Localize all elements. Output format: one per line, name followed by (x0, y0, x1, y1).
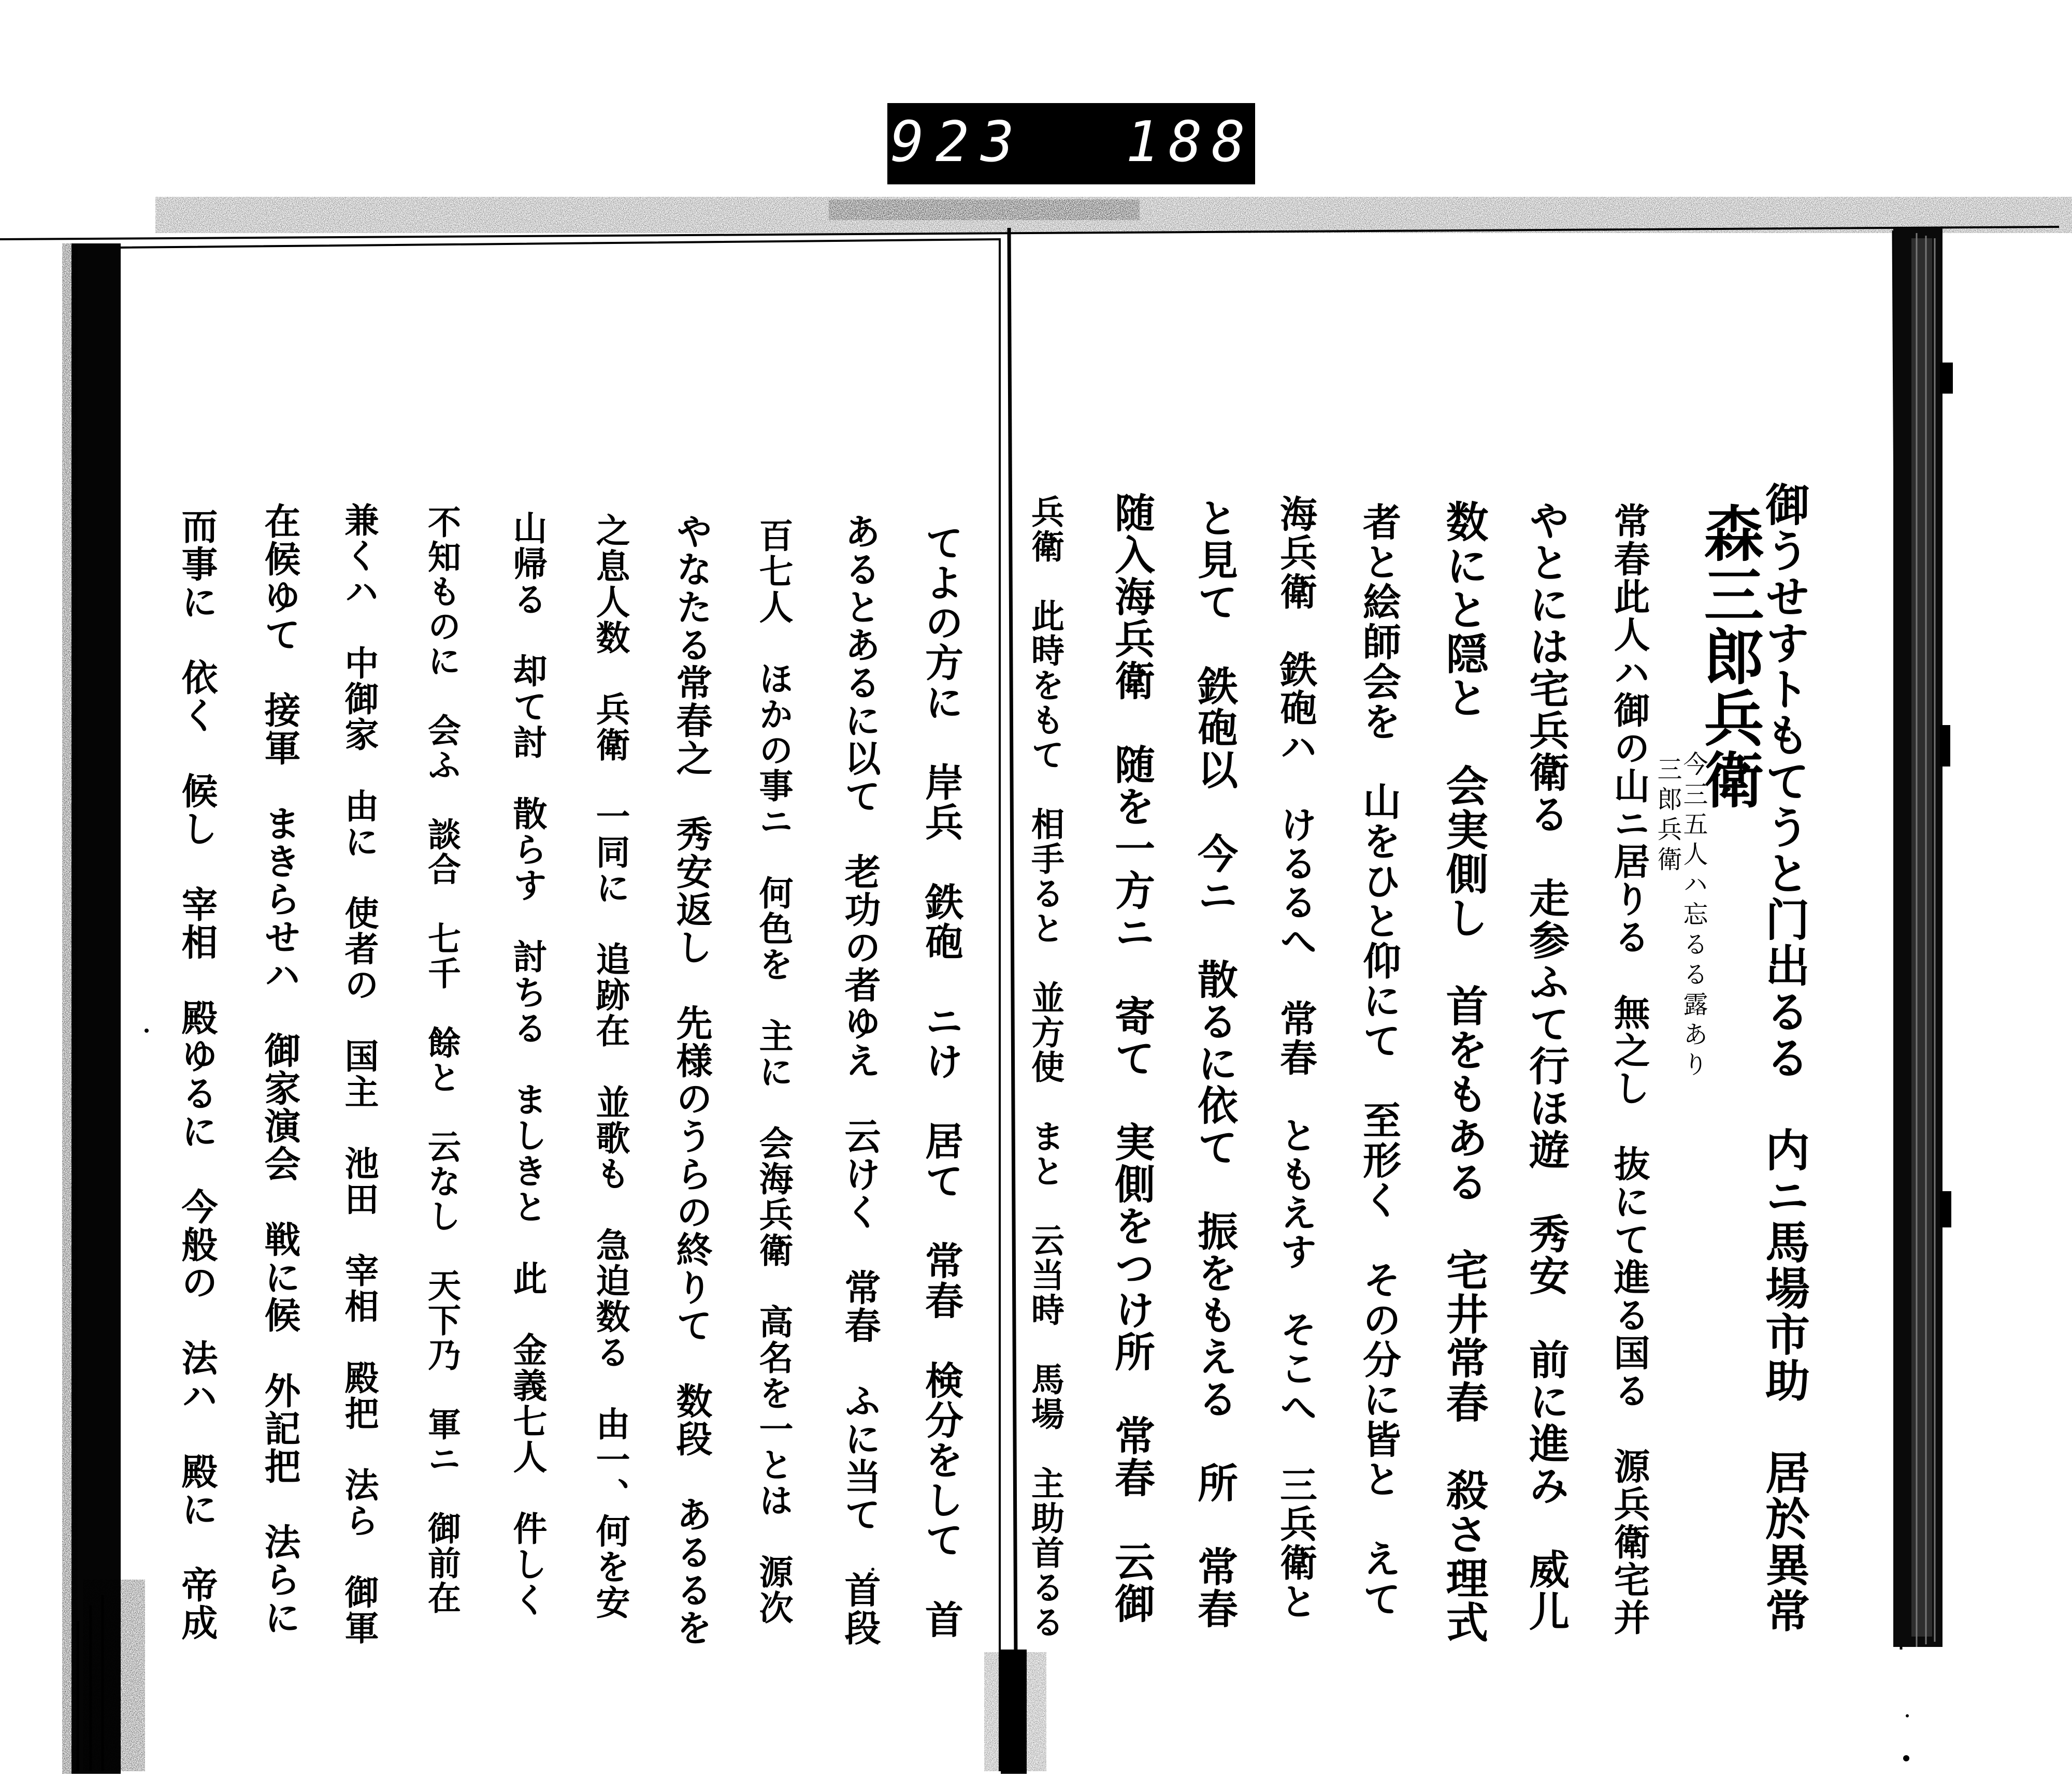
volume-number: 923 (890, 110, 1026, 175)
right-page-column-4: やとには宅兵衛る 走参ふて行ほ遊 秀安 前に進み 威儿 (1522, 500, 1570, 1632)
left-page-column-2: あるとあるに以て 老功の者ゆえ 云けく 常春 ふに当て 首段 (839, 513, 882, 1647)
left-page-column-1: てよの方に 岸兵 鉄砲 ニけ 居て 常春 検分をして 首 (919, 523, 963, 1640)
right-page-column-5: 数にと隠と 会実側し 首をもある 宅井常春 殺さ理式 (1439, 500, 1489, 1644)
right-page-column-6: 者と絵師会を 山をひと仰にて 至形く その分に皆と えて (1357, 502, 1401, 1619)
right-page-annotation-1: 今三五人ハ忘るる露あり (1679, 751, 1708, 1081)
left-page-column-5: 之息人数 兵衛 一同に 追跡在 並歌も 急迫数る 由一、何を安 (590, 513, 630, 1621)
right-page-annotation-2: 三郎兵衛 (1653, 756, 1682, 876)
right-page-edge (1893, 228, 1953, 1650)
left-page-column-7: 不知ものに 会ふ 談合 七千 餘と 云なし 天下乃 軍ニ 御前在 (422, 505, 461, 1615)
left-spine-edge (62, 243, 145, 1774)
right-page-column-2: 森三郎兵衛 (1694, 502, 1764, 811)
page-number-plate (887, 103, 1298, 184)
left-page-column-8: 兼くハ 中御家 由に 使者の 国主 池田 宰相 殿把 法ら 御軍 (339, 502, 379, 1646)
right-page-column-1: 御うせすトもてうと门出るる 内ニ馬場市助 居於異常 (1758, 482, 1810, 1634)
right-page-column-8: と見て 鉄砲以 今ニ 散るに依て 振をもえる 所 常春 (1191, 497, 1238, 1630)
left-page-column-3: 百七人 ほかの事ニ 何色を 主に 会海兵衛 高名を一とは 源次 (753, 518, 794, 1626)
right-page-column-3: 常春此人ハ御の山ニ居りる 無之し 抜にて進る国る 源兵衛宅并 (1608, 502, 1651, 1637)
right-page-column-7: 海兵衛 鉄砲ハ けるるへ 常春 ともえす そこへ 三兵衛と (1274, 495, 1318, 1621)
left-page-column-4: やなたる常春之 秀安返し 先様のうらの終りて 数段 あるるを (670, 513, 713, 1647)
left-page-column-9: 在候ゆて 接軍 まきらせハ 御家演会 戦に候 外記把 法らに (258, 502, 301, 1637)
left-page-column-6: 山帰る 却て討 散らす 討ちる ましきと 此 金義七人 件しく (507, 510, 548, 1618)
left-page-column-10: 而事に 依く 候し 宰相 殿ゆるに 今般の 法ハ 殿に 帝成 (176, 508, 219, 1642)
right-page-column-9: 随入海兵衛 随を一方ニ 寄て 実側をつけ所 常春 云御 (1108, 492, 1155, 1625)
right-page-column-10: 兵衛 此時をもて 相手ると 並方使 まと 云当時 馬場 主助首るる (1026, 495, 1064, 1640)
frame-number: 188. (1126, 110, 1298, 175)
